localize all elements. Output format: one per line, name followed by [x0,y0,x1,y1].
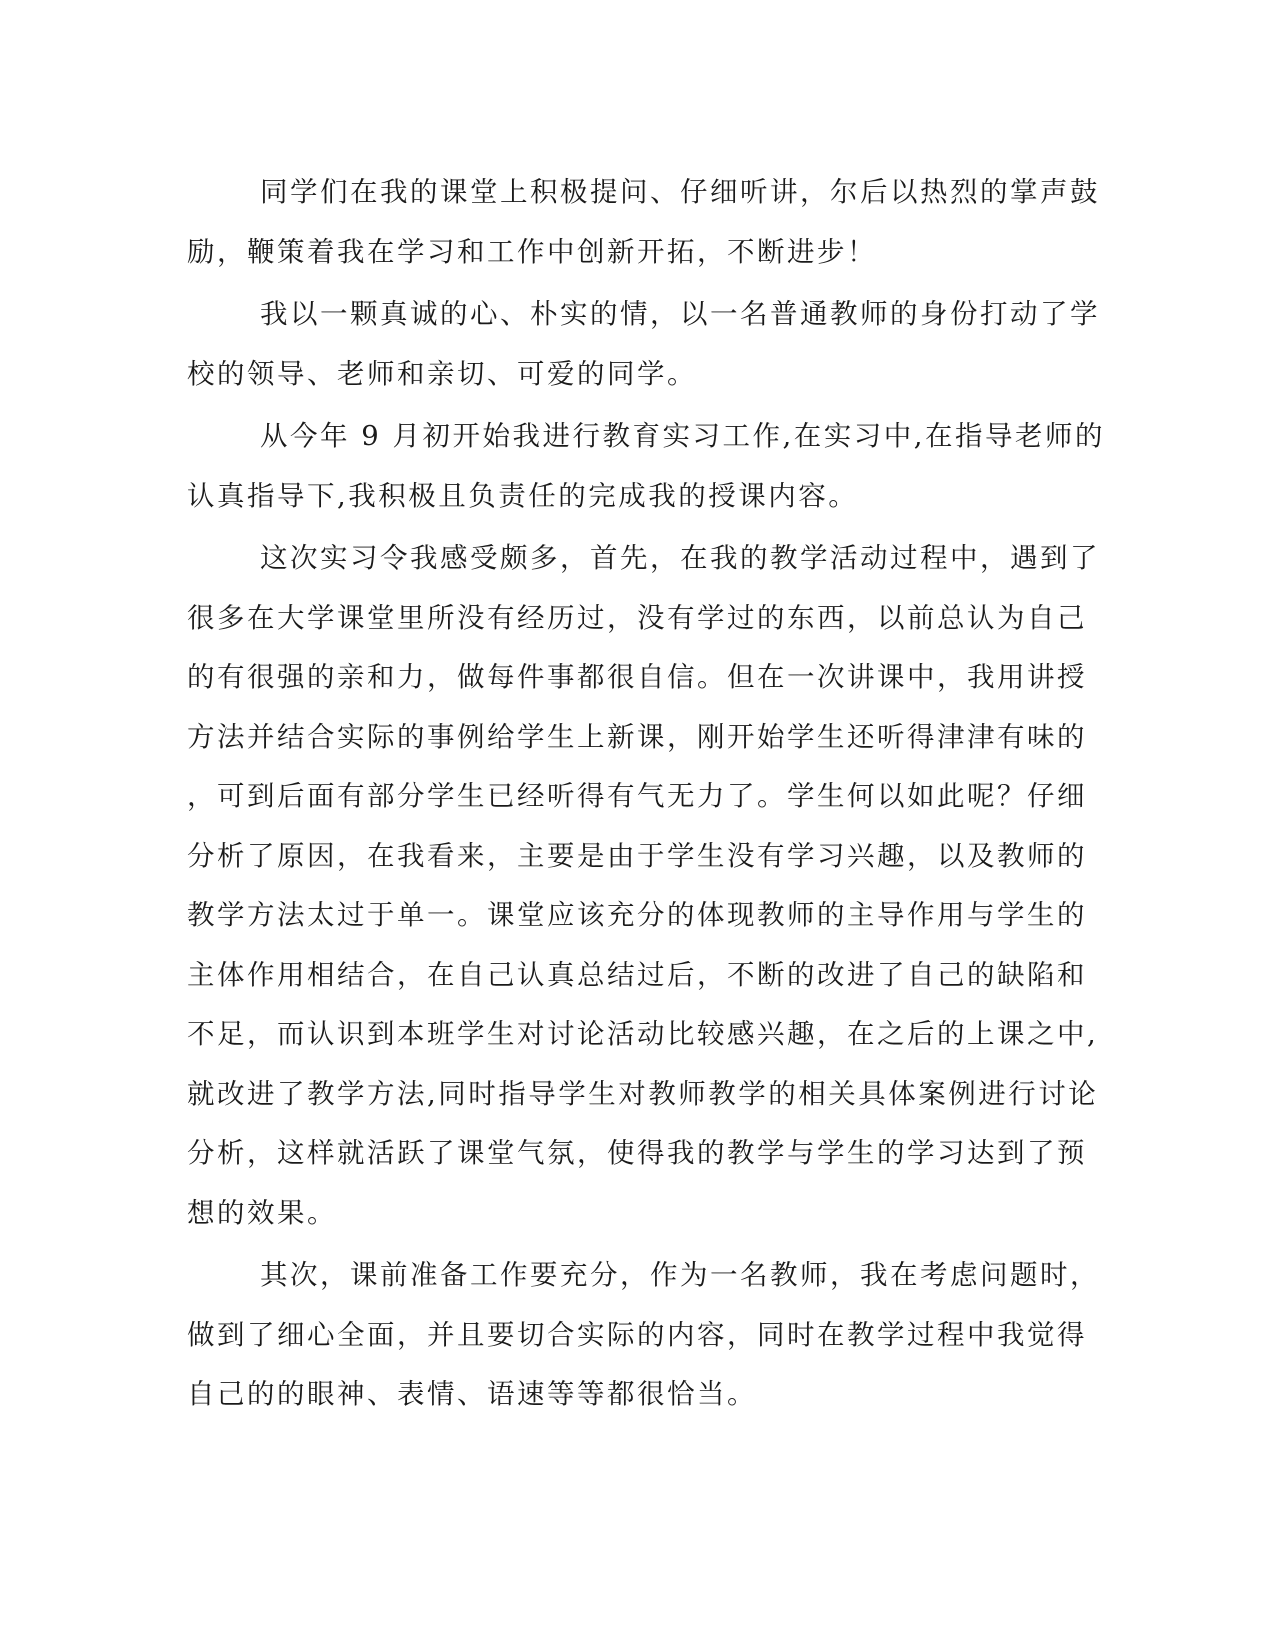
text-line: 我以一颗真诚的心、朴实的情，以一名普通教师的身份打动了学 [260,298,1100,330]
text-line: 方法并结合实际的事例给学生上新课，刚开始学生还听得津津有味的 [187,720,1087,753]
text-line: 教学方法太过于单一。课堂应该充分的体现教师的主导作用与学生的 [187,899,1087,931]
paragraph-1 [187,163,1100,282]
text-line: 就改进了教学方法,同时指导学生对教师教学的相关具体案例进行讨论 [187,1077,1099,1110]
text-line: 其次，课前准备工作要充分，作为一名教师，我在考虑问题时， [260,1259,1100,1291]
text-line: 分析了原因，在我看来，主要是由于学生没有学习兴趣，以及教师的 [187,839,1087,872]
document-body [187,163,1105,1428]
text-line: 的有很强的亲和力，做每件事都很自信。但在一次讲课中，我用讲授 [187,661,1087,693]
text-line: 认真指导下,我积极且负责任的完成我的授课内容。 [187,479,859,512]
text-line: 分析，这样就活跃了课堂气氛，使得我的教学与学生的学习达到了预 [187,1137,1087,1169]
text-line: 校的领导、老师和亲切、可爱的同学。 [187,357,697,390]
text-line: 主体作用相结合，在自己认真总结过后，不断的改进了自己的缺陷和 [187,958,1087,991]
text-line: 做到了细心全面，并且要切合实际的内容，同时在教学过程中我觉得 [187,1318,1087,1351]
text-line: 从今年 9 月初开始我进行教育实习工作,在实习中,在指导老师的 [260,420,1105,452]
text-line: ，可到后面有部分学生已经听得有气无力了。学生何以如此呢？仔细 [187,780,1087,812]
text-line: 这次实习令我感受颇多，首先，在我的教学活动过程中，遇到了 [260,542,1100,574]
paragraph-3 [187,407,1105,526]
text-line: 自己的的眼神、表情、语速等等都很恰当。 [187,1378,757,1410]
text-line: 想的效果。 [187,1196,337,1229]
text-line: 很多在大学课堂里所没有经历过，没有学过的东西，以前总认为自己 [187,601,1087,634]
paragraph-2 [187,285,1100,404]
text-line: 不足，而认识到本班学生对讨论活动比较感兴趣，在之后的上课之中, [187,1018,1099,1050]
text-line: 励，鞭策着我在学习和工作中创新开拓，不断进步！ [187,235,877,268]
text-line: 同学们在我的课堂上积极提问、仔细听讲，尔后以热烈的掌声鼓 [260,176,1100,208]
paragraph-4 [187,529,1100,1243]
paragraph-5 [187,1246,1100,1425]
